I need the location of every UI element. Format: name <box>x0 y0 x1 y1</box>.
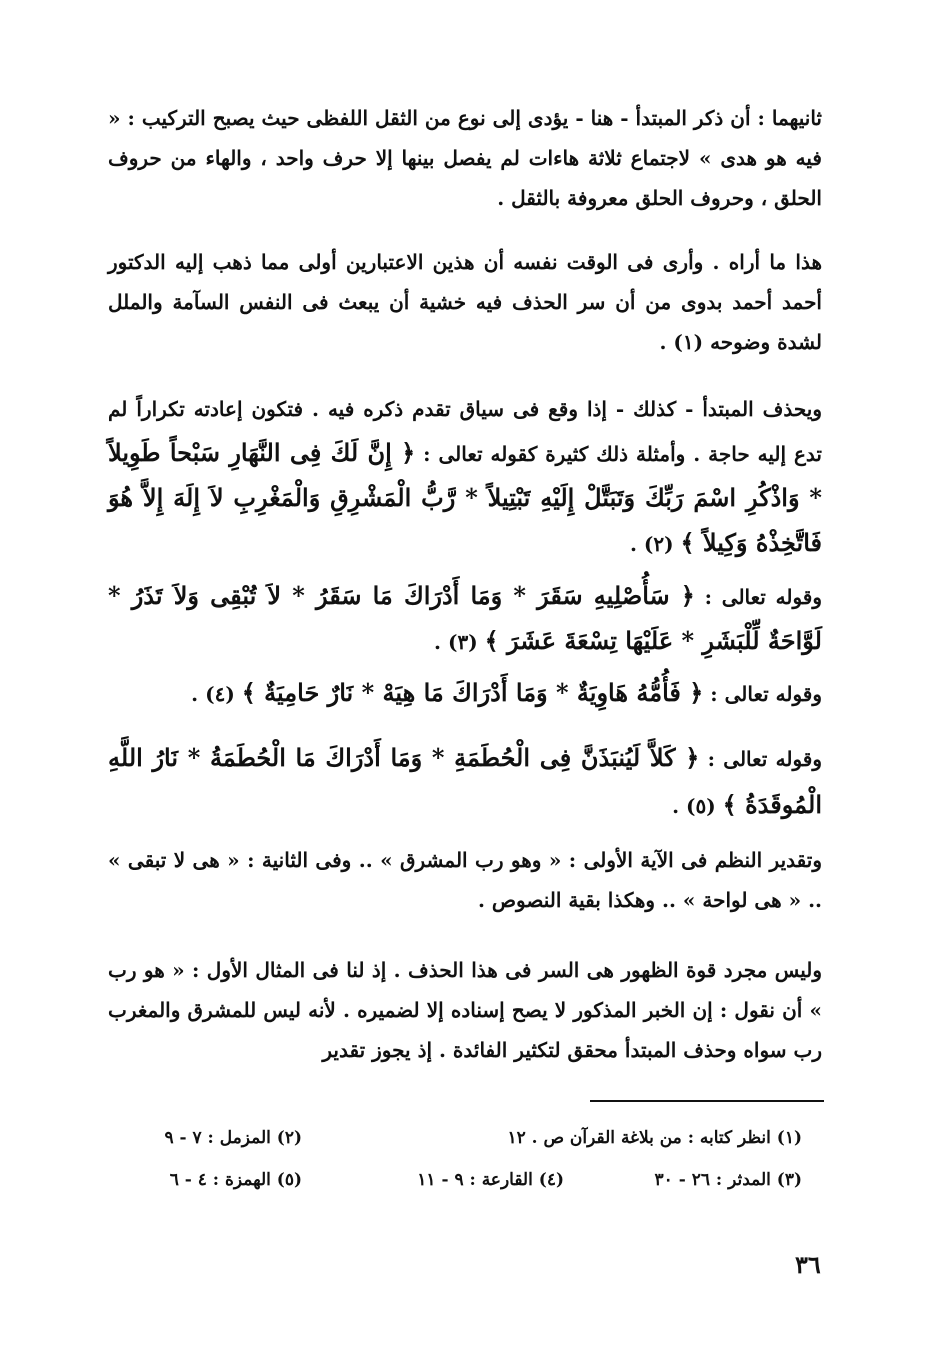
footnote-ref-2: (٢) . <box>629 532 674 556</box>
quran-verse-3: ﴿ فَأُمُّهُ هَاوِيَةٌ * وَمَا أَدْرَاكَ مَا هِيَهْ * نَارٌ حَامِيَةٌ ﴾ <box>241 678 704 707</box>
paragraph-6-intro: وقوله تعالى : <box>707 747 823 771</box>
paragraph-3 <box>108 387 822 566</box>
paragraph-4 <box>108 574 822 664</box>
footnote-divider <box>590 1100 824 1102</box>
paragraph-2-text: هذا ما أراه . وأرى فى الوقت نفسه أن هذين الاعتبارين أولى مما ذهب إليه الدكتور أحمد أحمد بدوى من أن سر الحذف فيه خشية أن يبعث فى النفس السآمة والملل لشدة وضوحه (١) . <box>108 250 822 354</box>
page-number: ٣٦ <box>795 1250 821 1279</box>
paragraph-7-text: وتقدير النظم فى الآية الأولى : « وهو رب المشرق » .. وفى الثانية : « هى لا تبقى » .. « هى لواحة » .. وهكذا بقية النصوص . <box>108 848 822 912</box>
paragraph-8 <box>108 950 822 1070</box>
footnote-ref-4: (٤) . <box>191 682 235 706</box>
quran-verse-4: ﴿ كَلاَّ لَيُنبَذَنَّ فِى الْحُطَمَةِ * وَمَا أَدْرَاكَ مَا الْحُطَمَةُ * نَارُ اللَّهِ الْمُوقَدَةُ ﴾ <box>108 743 822 819</box>
footnote-ref-3: (٣) . <box>434 630 478 654</box>
paragraph-5 <box>108 673 822 714</box>
paragraph-2 <box>108 242 822 362</box>
paragraph-1 <box>108 98 822 218</box>
paragraph-7 <box>108 840 822 920</box>
paragraph-5-intro: وقوله تعالى : <box>710 682 822 706</box>
paragraph-3-intro: ويحذف المبتدأ - كذلك - إذا وقع فى سياق تقدم ذكره فيه . فتكون إعادته تكراراً لم تدع إليه حاجة . وأمثلة ذلك كثيرة كقوله تعالى : <box>108 397 822 466</box>
footnote-ref-5: (٥) . <box>672 794 716 818</box>
paragraph-1-text: ثانيهما : أن ذكر المبتدأ - هنا - يؤدى إلى نوع من الثقل اللفظى حيث يصبح التركيب : « فيه هو هدى » لاجتماع ثلاثة هاءات لم يفصل بينها إلا حرف واحد ، والهاء من حروف الحلق ، وحروف الحلق معروفة بالثقل . <box>108 106 822 210</box>
footnote-5: (٥) الهمزة : ٤ - ٦ <box>169 1170 302 1190</box>
footnote-4: (٤) القارعة : ٩ - ١١ <box>417 1170 564 1190</box>
footnote-1: (١) انظر كتابه : من بلاغة القرآن ص . ١٢ <box>507 1128 802 1148</box>
paragraph-6 <box>108 735 822 829</box>
paragraph-4-intro: وقوله تعالى : <box>704 585 822 609</box>
footnote-3: (٣) المدثر : ٢٦ - ٣٠ <box>654 1170 802 1190</box>
quran-verse-2: ﴿ سَأُصْلِيهِ سَقَرَ * وَمَا أَدْرَاكَ مَا سَقَرُ * لاَ تُبْقِى وَلاَ تَذَرُ * لَوَّاحَةٌ لِّلْبَشَرِ * عَلَيْهَا تِسْعَةَ عَشَرَ ﴾ <box>108 581 822 655</box>
footnote-2: (٢) المزمل : ٧ - ٩ <box>164 1128 302 1148</box>
quran-verse-1: ﴿ إِنَّ لَكَ فِى النَّهَارِ سَبْحاً طَوِيلاً * وَاذْكُرِ اسْمَ رَبِّكَ وَتَبَتَّلْ إِلَيْهِ تَبْتِيلاً * رَّبُّ الْمَشْرِقِ وَالْمَغْرِبِ لاَ إِلَهَ إِلاَّ هُوَ فَاتَّخِذْهُ وَكِيلاً ﴾ <box>108 438 822 557</box>
paragraph-8-text: وليس مجرد قوة الظهور هى السر فى هذا الحذف . إذ لنا فى المثال الأول : « هو رب » أن نقول : إن الخبر المذكور لا يصح إسناده إلا لضميره . لأنه ليس للمشرق والمغرب رب سواه وحذف المبتدأ محقق لتكثير الفائدة . إذ يجوز تقدير <box>108 958 822 1062</box>
